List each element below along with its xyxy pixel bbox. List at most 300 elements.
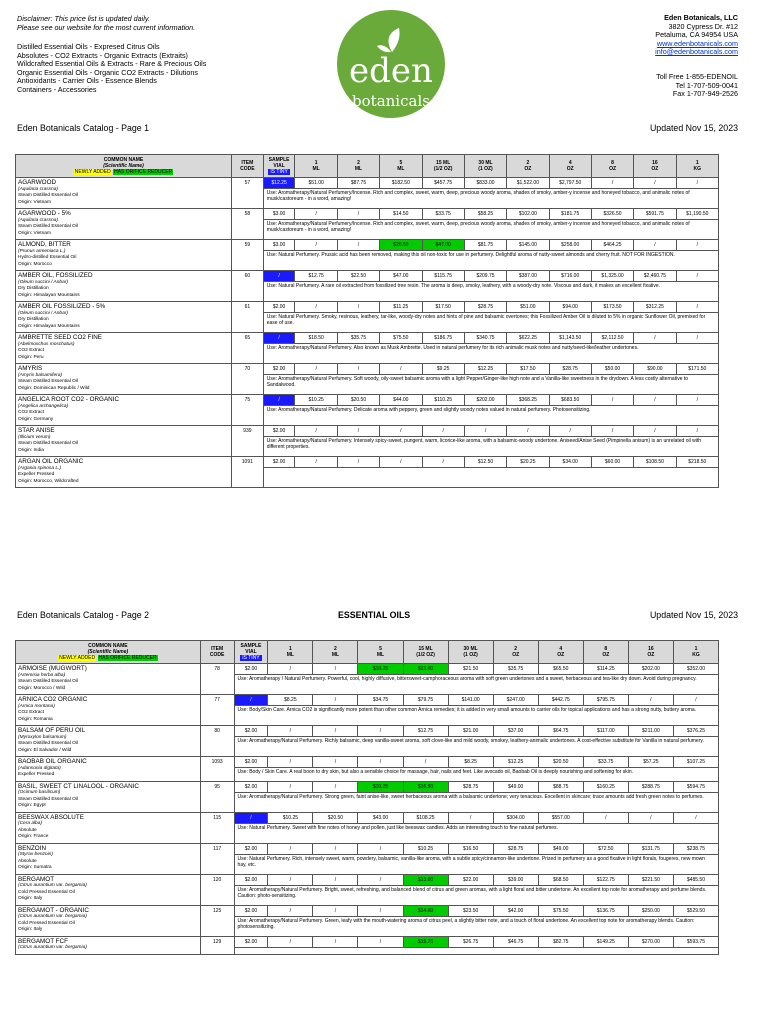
origin: Origin: Sumatra: [18, 865, 52, 870]
col-header-line: KG: [693, 166, 702, 172]
price-cell: $20.50: [538, 757, 583, 768]
price-cell: /: [295, 426, 337, 437]
price-cell: $10.25: [295, 395, 337, 406]
item-code: 120: [200, 874, 234, 905]
col-header-line: 1: [288, 646, 292, 652]
item-code: 77: [200, 695, 234, 726]
scientific-name: (Amyris balsamifera): [18, 372, 62, 378]
col-header-line: 15 ML: [436, 160, 451, 166]
origin: Origin: Vietnam: [18, 230, 51, 236]
price-cell: $17.50: [507, 364, 549, 375]
price-cell: $44.00: [380, 395, 422, 406]
price-cell: $238.75: [673, 843, 718, 854]
col-header-line: SAMPLE: [268, 157, 290, 163]
price-cell: $716.00: [549, 271, 591, 282]
col-header-line: 2: [514, 646, 518, 652]
table-row: [16, 781, 719, 792]
price-cell: $21.50: [448, 664, 493, 675]
price-cell: /: [268, 726, 313, 737]
company-info: [655, 14, 738, 57]
col-header-item-code: [231, 155, 263, 178]
price-cell: /: [634, 240, 676, 251]
price-cell: /: [313, 936, 358, 947]
col-header-line: CODE: [209, 652, 225, 658]
product-name: BEESWAX ABSOLUTE: [18, 813, 84, 821]
price-cell: $47.00: [422, 240, 464, 251]
col-header-line: OZ: [602, 652, 610, 658]
extraction-type: Cold Pressed Essential Oil: [18, 889, 75, 895]
col-header-line: (1/2 OZ): [416, 652, 435, 658]
price-cell: $17.50: [422, 302, 464, 313]
price-cell: $8.25: [268, 695, 313, 706]
price-cell: $2.00: [263, 302, 295, 313]
col-header-line: 2: [526, 160, 530, 166]
price-cell: $34.00: [549, 457, 591, 468]
price-cell: $37.00: [493, 726, 538, 737]
origin: Origin: Morocco, Wildcrafted: [18, 478, 79, 484]
extraction-type: Steam Distilled Essential Oil: [18, 796, 78, 802]
price-cell: $2.00: [234, 726, 268, 737]
price-cell: $288.75: [628, 781, 673, 792]
price-cell: $12.25: [464, 364, 506, 375]
usage-description: Use: Natural Perfumery. Prussic acid has been removed, making this oil non-toxic for use in perfumery. Delightful aroma of nutty-sweet almonds and cherry fruit. NOT FOR INGESTION.: [263, 251, 718, 271]
website-link[interactable]: www.edenbotanicals.com: [656, 38, 738, 48]
price-cell: $12.25: [263, 178, 295, 189]
price-cell: /: [676, 271, 718, 282]
price-cell: $28.75: [493, 843, 538, 854]
usage-description: Use: Body / Skin Care. A real boon to dry skin, but also a sensible choice for massage, hair, nails and feet. Like avocado oil, Baobab Oil is deeply nourishing and softening for skin.: [234, 768, 718, 782]
price-cell: $115.75: [422, 271, 464, 282]
price-cell: /: [448, 812, 493, 823]
extraction-type: CO2 Extract: [18, 710, 45, 715]
price-cell: /: [591, 178, 633, 189]
price-cell: $43.00: [358, 812, 403, 823]
disclaimer: [17, 14, 195, 32]
usage-description: Use: Aromatherapy/Natural Perfumery. Green, leafy with the mouth-watering aroma of citrus peel, a slightly bitter note, and a touch of floral undertone. An excellent top note for aromatherapy blends. Caution: photosensitizing.: [234, 916, 718, 936]
price-cell: /: [268, 664, 313, 675]
col-header-line: 16: [652, 160, 658, 166]
price-cell: /: [268, 874, 313, 885]
price-cell: $1,522.00: [507, 178, 549, 189]
price-cell: $23.50: [448, 905, 493, 916]
price-cell: $3.00: [263, 209, 295, 220]
price-cell: $65.50: [538, 664, 583, 675]
col-header-size: [634, 155, 676, 178]
col-header-line: OZ: [566, 166, 574, 172]
price-cell: $10.25: [403, 843, 448, 854]
table-row: [16, 178, 719, 189]
price-cell: $35.75: [337, 333, 379, 344]
col-header-line: CODE: [240, 166, 255, 172]
scientific-name: (Argania spinosa L.): [18, 465, 61, 471]
price-cell: $2.00: [263, 457, 295, 468]
product-name: AMYRIS: [18, 365, 43, 372]
table-row: [16, 240, 719, 251]
price-cell: $64.75: [538, 726, 583, 737]
table-row: [16, 757, 719, 768]
item-code: 1091: [231, 457, 263, 488]
price-cell: $1,325.00: [591, 271, 633, 282]
price-cell: /: [380, 457, 422, 468]
product-name: ALMOND, BITTER: [18, 241, 71, 248]
price-cell: $218.50: [676, 457, 718, 468]
price-cell: $39.00: [493, 874, 538, 885]
usage-description: Use: Natural Perfumery. A rare oil extracted from fossilized tree resin. The aroma is deep, smoky, leathery, with a woody-dry note. Viscous and dark, it makes an excellent fixative.: [263, 282, 718, 302]
price-cell: /: [673, 812, 718, 823]
price-cell: $22.00: [448, 874, 493, 885]
price-cell: /: [268, 757, 313, 768]
phone-number: Tel 1-707-509-0041: [675, 80, 738, 90]
sample-tiny-badge: IS TINY: [242, 655, 260, 661]
price-cell: /: [337, 209, 379, 220]
col-header-line: SAMPLE: [240, 643, 262, 649]
col-header-line: KG: [692, 652, 700, 658]
scientific-name: (Artemisia herba alba): [18, 672, 66, 678]
price-cell: $209.75: [464, 271, 506, 282]
usage-description: Use: Aromatherapy/Natural Perfumery/Incense. Rich and complex, sweet, warm, deep, precious woody aroma, shades of smoky, amber-y incense and honeyed tobacco, and animalic notes of musk/castoreum - in a word, amazing!: [263, 189, 718, 209]
item-code: 939: [231, 426, 263, 457]
scientific-name: (Adansonia digitata): [18, 765, 61, 771]
price-cell: $12.25: [493, 757, 538, 768]
extraction-type: CO2 Extract: [18, 410, 45, 415]
product-name: BASIL, SWEET CT LINALOOL - ORGANIC: [18, 782, 139, 790]
price-cell: $60.00: [591, 457, 633, 468]
price-cell: /: [358, 757, 403, 768]
category-item: Wildcrafted Essential Oils & Extracts - Rare & Precious Oils: [17, 59, 207, 69]
price-cell: $795.75: [583, 695, 628, 706]
col-header-line: 15 ML: [418, 646, 433, 652]
origin: Origin: Dominican Republic / Wild: [18, 385, 90, 391]
price-cell: $90.00: [634, 364, 676, 375]
usage-description: [263, 468, 718, 488]
price-cell: /: [358, 843, 403, 854]
origin: Origin: Himalayan Mountains: [18, 292, 80, 298]
product-name-cell: [16, 874, 201, 905]
product-name: BERGAMOT: [18, 875, 55, 883]
price-cell: $33.75: [422, 209, 464, 220]
product-name-cell: [16, 757, 201, 782]
price-cell: $20.50: [313, 812, 358, 823]
col-header-line: 30 ML: [463, 646, 478, 652]
scientific-name: (Myroxylon balsamum): [18, 734, 67, 740]
price-cell: $20.50: [337, 395, 379, 406]
extraction-type: Steam Distilled Essential Oil: [18, 679, 78, 684]
col-header-line: OZ: [557, 652, 565, 658]
price-cell: $833.00: [464, 178, 506, 189]
item-code: 115: [200, 812, 234, 843]
usage-description: [234, 947, 718, 954]
price-cell: $171.50: [676, 364, 718, 375]
price-cell: $87.75: [337, 178, 379, 189]
col-header-size: [268, 641, 313, 664]
price-cell: $28.75: [464, 302, 506, 313]
price-cell: /: [403, 757, 448, 768]
price-cell: $340.75: [464, 333, 506, 344]
origin: Origin: Italy: [18, 896, 43, 901]
item-code: 58: [231, 209, 263, 240]
price-cell: /: [628, 812, 673, 823]
price-cell: $72.50: [583, 843, 628, 854]
scientific-name: (Ocimum basilicum): [18, 790, 61, 795]
price-cell: $110.25: [422, 395, 464, 406]
logo-word-eden: eden: [349, 51, 433, 91]
price-cell: $47.00: [380, 271, 422, 282]
price-cell: $186.75: [422, 333, 464, 344]
col-header-line: 4: [568, 160, 572, 166]
price-cell: $57.25: [628, 757, 673, 768]
col-header-line: 5: [399, 160, 403, 166]
col-header-sample: [263, 155, 295, 178]
price-cell: $12.75: [403, 726, 448, 737]
price-cell: $2,112.50: [591, 333, 633, 344]
col-header-line: ITEM: [241, 160, 254, 166]
price-cell: /: [549, 426, 591, 437]
price-cell: /: [591, 426, 633, 437]
price-cell: $13.00: [403, 874, 448, 885]
price-cell: $557.00: [538, 812, 583, 823]
price-cell: $160.25: [583, 781, 628, 792]
table-header-row: [16, 641, 719, 664]
table-row: [16, 695, 719, 706]
price-cell: /: [234, 695, 268, 706]
origin: Origin: Romania: [18, 716, 53, 722]
price-cell: $46.75: [493, 936, 538, 947]
scientific-name: (Prunus armeniaca L.): [18, 248, 66, 254]
price-cell: $15.75: [403, 936, 448, 947]
col-header-name: [16, 155, 232, 178]
page1-updated: Updated Nov 15, 2023: [649, 123, 738, 133]
extraction-type: Dry Distillation: [18, 286, 49, 291]
item-code: 70: [231, 364, 263, 395]
price-cell: /: [634, 395, 676, 406]
price-cell: $42.00: [493, 905, 538, 916]
price-cell: $82.75: [538, 936, 583, 947]
price-cell: $136.75: [583, 905, 628, 916]
col-header-line: VIAL: [245, 649, 257, 655]
table-row: [16, 426, 719, 437]
col-header-line: OZ: [524, 166, 532, 172]
col-header-size: [464, 155, 506, 178]
price-cell: /: [380, 364, 422, 375]
usage-description: Use: Aromatherapy/Natural Perfumery. Strong green, faint anise-like, sweet herbaceous aroma with a balsamic undertone; very tenacious. Excellent in skincare; trace amounts add fresh green notes to perfumes.: [234, 792, 718, 812]
price-cell: $2,797.50: [549, 178, 591, 189]
product-name: ANGELICA ROOT CO2 - ORGANIC: [18, 396, 120, 403]
origin: Origin: India: [18, 447, 44, 453]
col-header-label: COMMON NAME: [88, 643, 128, 649]
product-name: ARMOISE (MUGWORT): [18, 665, 87, 672]
col-header-size: [673, 641, 718, 664]
extraction-type: Dry Distillation: [18, 317, 49, 322]
price-cell: $131.75: [628, 843, 673, 854]
extraction-type: Hydro-distilled Essential Oil: [18, 255, 77, 260]
col-header-line: 1: [695, 160, 699, 166]
scientific-name: (Cera alba): [18, 821, 42, 826]
price-cell: $247.00: [493, 695, 538, 706]
price-cell: $10.25: [268, 812, 313, 823]
table-row: [16, 843, 719, 854]
price-cell: $122.75: [583, 874, 628, 885]
product-name-cell: [16, 664, 201, 695]
product-name-cell: [16, 271, 232, 302]
scientific-name: (Styrax benzoin): [18, 852, 53, 857]
price-cell: $173.50: [591, 302, 633, 313]
col-header-line: 8: [604, 646, 608, 652]
product-name-cell: [16, 936, 201, 954]
price-cell: /: [676, 240, 718, 251]
price-cell: $75.50: [538, 905, 583, 916]
price-cell: $622.25: [507, 333, 549, 344]
extraction-type: Absolute: [18, 827, 37, 833]
price-cell: $202.00: [628, 664, 673, 675]
product-name-cell: [16, 726, 201, 757]
price-cell: $1,143.50: [549, 333, 591, 344]
price-cell: $8.25: [448, 757, 493, 768]
price-cell: /: [313, 695, 358, 706]
price-cell: $12.50: [464, 457, 506, 468]
col-header-size: [549, 155, 591, 178]
price-cell: /: [591, 395, 633, 406]
col-header-line: 2: [357, 160, 360, 166]
price-cell: /: [337, 426, 379, 437]
price-cell: $13.00: [403, 664, 448, 675]
price-cell: /: [676, 395, 718, 406]
usage-description: Use: Body/Skin Care. Arnica CO2 is significantly more potent than other common Arnica remedies; it is added in very small amounts to carrier oils for topical applications and has a strong nutty, buttery aroma.: [234, 706, 718, 726]
col-header-sub: (Scientific Name): [103, 163, 144, 169]
col-header-line: 5: [379, 646, 382, 652]
price-cell: $2.00: [234, 781, 268, 792]
item-code: 125: [200, 905, 234, 936]
price-cell: $2.00: [263, 426, 295, 437]
col-header-size: [422, 155, 464, 178]
col-header-line: OZ: [651, 166, 659, 172]
price-cell: /: [234, 812, 268, 823]
price-cell: /: [673, 695, 718, 706]
price-cell: $2.00: [234, 874, 268, 885]
scientific-name: (Citrus aurantium var. bergamia): [18, 883, 87, 888]
product-name-cell: [16, 209, 232, 240]
legend-newly-added: NEWLY ADDED: [74, 169, 111, 175]
price-cell: /: [295, 209, 337, 220]
usage-description: Use: Aromatherapy/Natural Perfumery. Intensely spicy-sweet, pungent, warm, licorice-like aroma, with a balsamic-woody undertone. Aniseed/Anise Seed (Pimpinella anisum) is an unrelated oil with different properties.: [263, 437, 718, 457]
extraction-type: Steam Distilled Essential Oil: [18, 441, 78, 446]
price-cell: $58.25: [464, 209, 506, 220]
price-cell: /: [676, 302, 718, 313]
table-row: [16, 812, 719, 823]
price-cell: $108.25: [403, 812, 448, 823]
address-line: Petaluma, CA 94954 USA: [655, 30, 738, 40]
table-row: [16, 457, 719, 468]
price-cell: $2.00: [234, 936, 268, 947]
extraction-type: Expeller Pressed: [18, 772, 55, 777]
extraction-type: CO2 Extract: [18, 348, 45, 353]
scientific-name: (Aquilaria crassna): [18, 217, 58, 223]
col-header-line: 30 ML: [478, 160, 493, 166]
usage-description: Use: Aromatherapy/Natural Perfumery. Soft woody, oily-sweet balsamic aroma with a light Pepper/Ginger-like high note and a Vanilla-like sweetness in the drydown. A less costly alternative to Sandalwood.: [263, 375, 718, 395]
col-header-name: [16, 641, 201, 664]
price-cell: /: [268, 936, 313, 947]
price-cell: $81.75: [464, 240, 506, 251]
price-cell: $18.50: [295, 333, 337, 344]
extraction-type: Steam Distilled Essential Oil: [18, 379, 78, 384]
scientific-name: (Oleum succini / Anbar): [18, 279, 68, 285]
price-cell: /: [313, 874, 358, 885]
col-header-line: OZ: [512, 652, 520, 658]
col-header-line: 1: [694, 646, 698, 652]
col-header-line: 1: [314, 160, 318, 166]
col-header-line: 4: [559, 646, 563, 652]
table-row: [16, 209, 719, 220]
col-header-size: [403, 641, 448, 664]
price-cell: $181.75: [549, 209, 591, 220]
price-cell: $102.00: [507, 209, 549, 220]
col-header-size: [337, 155, 379, 178]
price-cell: $591.75: [634, 209, 676, 220]
product-name-cell: [16, 781, 201, 812]
price-cell: $594.75: [673, 781, 718, 792]
col-header-line: VIAL: [273, 163, 285, 169]
legend-newly-added: NEWLY ADDED: [59, 655, 96, 661]
col-header-size: [591, 155, 633, 178]
product-name: AMBER OIL, FOSSILIZED: [18, 272, 93, 279]
page1-title: Eden Botanicals Catalog - Page 1: [17, 123, 150, 133]
origin: Origin: Morocco: [18, 261, 52, 267]
scientific-name: (Illicium verum): [18, 434, 51, 440]
price-cell: /: [464, 426, 506, 437]
col-header-line: (1 OZ): [463, 652, 478, 658]
usage-description: Use: Natural Perfumery. Rich, intensely sweet, warm, powdery, balsamic, vanilla-like aroma, with a subtle spicy/cinnamon-like undertone. Prized in perfumery as a good fixative in light florals, fougeres, new mown hay, etc.: [234, 854, 718, 874]
usage-description: Use: Natural Perfumery. Smoky, resinous, leathery, tar-like, woody-dry notes and hints of pine and balsamic overtones; this Fossilized Amber Oil is diluted to 5% in organic Sunflower Oil, premixed for ease of use.: [263, 313, 718, 333]
price-cell: /: [313, 664, 358, 675]
product-name-cell: [16, 364, 232, 395]
price-cell: $250.00: [628, 905, 673, 916]
table-row: [16, 271, 719, 282]
col-header-label: COMMON NAME: [103, 157, 144, 163]
price-cell: /: [676, 426, 718, 437]
contact-numbers: [656, 73, 738, 99]
price-cell: /: [358, 936, 403, 947]
price-cell: $149.25: [583, 936, 628, 947]
email-link[interactable]: info@edenbotanicals.com: [655, 47, 738, 57]
price-cell: $683.50: [549, 395, 591, 406]
price-cell: $368.25: [507, 395, 549, 406]
col-header-size: [380, 155, 422, 178]
eden-botanicals-logo: [337, 10, 445, 118]
price-cell: /: [358, 874, 403, 885]
item-code: 61: [231, 302, 263, 333]
price-cell: $26.75: [448, 936, 493, 947]
price-cell: $2.00: [234, 757, 268, 768]
price-cell: /: [313, 905, 358, 916]
price-cell: $442.75: [538, 695, 583, 706]
col-header-size: [583, 641, 628, 664]
price-cell: /: [313, 781, 358, 792]
price-cell: $352.00: [673, 664, 718, 675]
price-cell: $202.00: [464, 395, 506, 406]
origin: Origin: Himalayan Mountains: [18, 323, 80, 329]
price-cell: /: [337, 240, 379, 251]
price-cell: $51.00: [295, 178, 337, 189]
product-name: ARNICA CO2 ORGANIC: [18, 696, 88, 703]
price-cell: $141.00: [448, 695, 493, 706]
price-cell: $376.25: [673, 726, 718, 737]
price-cell: $35.75: [493, 664, 538, 675]
scientific-name: (Citrus aurantium var. bergamia): [18, 914, 87, 919]
category-item: Antioxidants - Carrier Oils - Essence Blends: [17, 76, 157, 86]
price-cell: $16.50: [403, 781, 448, 792]
price-cell: $28.75: [448, 781, 493, 792]
price-cell: $28.75: [549, 364, 591, 375]
price-cell: $11.25: [380, 302, 422, 313]
